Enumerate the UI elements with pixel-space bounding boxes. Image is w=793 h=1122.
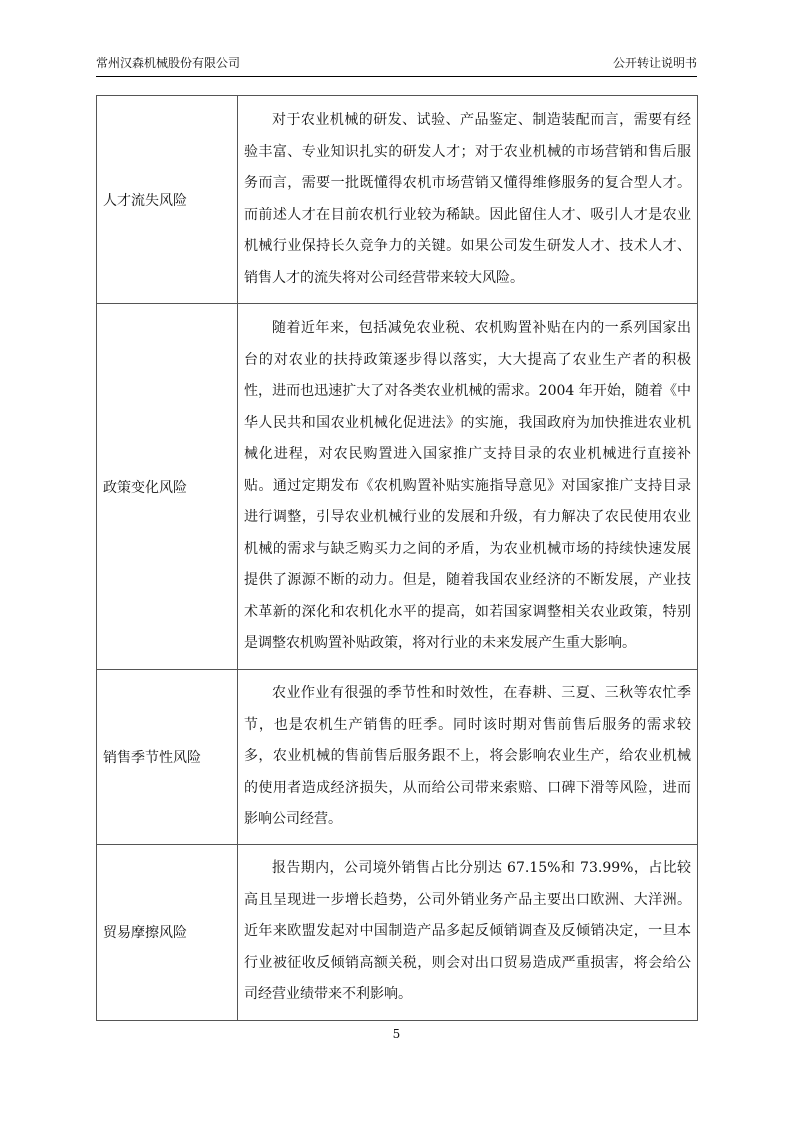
risk-description-text: 随着近年来，包括减免农业税、农机购置补贴在内的一系列国家出台的对农业的扶持政策逐步得以落实，大大提高了农业生产者的积极性，进而也迅速扩大了对各类农业机械的需求。2004 年开始，随着《中华人民共和国农业机械化促进法》的实施，我国政府为加快推进农业机械化进程，对农民购置进入国家推广支持目录的农业机械进行直接补贴。通过定期发布《农机购置补贴实施指导意见》对国家推广支持目录进行调整，引导农业机械行业的发展和升级，有力解决了农民使用农业机械的需求与缺乏购买力之间的矛盾，为农业机械市场的持续快速发展提供了源源不断的动力。但是，随着我国农业经济的不断发展，产业技术革新的深化和农机化水平的提高，如若国家调整相关农业政策，特别是调整农机购置补贴政策，将对行业的未来发展产生重大影响。 [244,320,691,652]
table-row [97,304,698,670]
risk-description-seasonal [238,670,698,845]
risk-table [96,95,698,1021]
risk-name-talent: 人才流失风险 [97,96,238,304]
risk-description-text: 报告期内，公司境外销售占比分别达 67.15%和 73.99%，占比较高且呈现进一步增长趋势，公司外销业务产品主要出口欧洲、大洋洲。近年来欧盟发起对中国制造产品多起反倾销调查及反倾销决定，一旦本行业被征收反倾销高额关税，则会对出口贸易造成严重损害，将会给公司经营业绩带来不利影响。 [244,860,691,1003]
risk-description-text: 农业作业有很强的季节性和时效性，在春耕、三夏、三秋等农忙季节，也是农机生产销售的旺季。同时该时期对售前售后服务的需求较多，农业机械的售前售后服务跟不上，将会影响农业生产，给农业机械的使用者造成经济损失，从而给公司带来索赔、口碑下滑等风险，进而影响公司经营。 [244,685,691,827]
risk-description-text: 对于农业机械的研发、试验、产品鉴定、制造装配而言，需要有经验丰富、专业知识扎实的研发人才；对于农业机械的市场营销和售后服务而言，需要一批既懂得农机市场营销又懂得维修服务的复合型人才。而前述人才在目前农机行业较为稀缺。因此留住人才、吸引人才是农业机械行业保持长久竞争力的关键。如果公司发生研发人才、技术人才、销售人才的流失将对公司经营带来较大风险。 [244,112,691,286]
document-title: 公开转让说明书 [612,56,697,70]
risk-description-talent [238,96,698,304]
table-row [97,844,698,1020]
page-header [96,50,697,77]
risk-name-seasonal: 销售季节性风险 [97,670,238,845]
table-row [97,96,698,304]
risk-description-policy [238,304,698,670]
table-row [97,670,698,845]
risk-description-trade [238,844,698,1020]
risk-name-trade: 贸易摩擦风险 [97,844,238,1020]
risk-name-policy: 政策变化风险 [97,304,238,670]
company-name: 常州汉森机械股份有限公司 [96,56,241,70]
page-number: 5 [392,1027,401,1041]
